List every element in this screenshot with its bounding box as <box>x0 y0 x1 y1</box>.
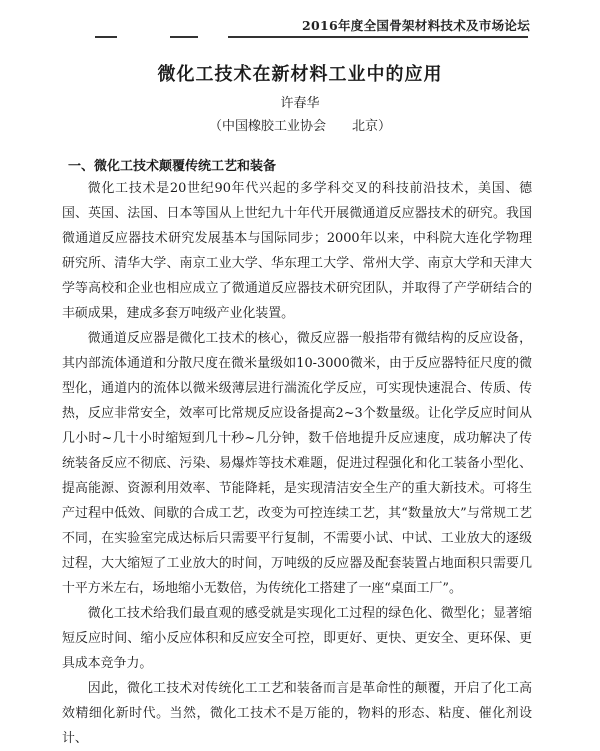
running-header: 2016年度全国骨架材料技术及市场论坛 <box>302 18 530 33</box>
section-heading: 一、微化工技术颠覆传统工艺和装备 <box>68 159 277 174</box>
paragraph-4: 因此，微化工技术对传统化工工艺和装备而言是革命性的颠覆，开启了化工高效精细化新时代。当然，微化工技术不是万能的，物料的形态、粘度、催化剂设计、 <box>62 681 532 746</box>
paragraph-3: 微化工技术给我们最直观的感受就是实现化工过程的绿色化、微型化；显著缩短反应时间、缩小反应体积和反应安全可控，即更好、更快、更安全、更环保、更具成本竞争力。 <box>62 606 532 671</box>
header-rule-left <box>95 36 117 38</box>
body-text <box>62 176 532 751</box>
header-rule-main <box>228 36 528 38</box>
article-affiliation: （中国橡胶工业协会 北京） <box>208 119 391 134</box>
header-rule-mid <box>170 36 198 38</box>
paragraph-2: 微通道反应器是微化工技术的核心，微反应器一般指带有微结构的反应设备，其内部流体通道和分散尺度在微米量级如10-3000微米，由于反应器特征尺度的微型化，通道内的流体以微米级薄层进行湍流化学反应，可实现快速混合、传质、传热，反应非常安全，效率可比常规反应设备提高2~3个数量级。让化学反应时间从几小时~几十小时缩短到几十秒~几分钟，数千倍地提升反应速度，成功解决了传统装备反应不彻底、污染、易爆炸等技术难题，促进过程强化和化工装备小型化、提高能源、资源利用效率、节能降耗，是实现清洁安全生产的重大新技术。可将生产过程中低效、间歇的合成工艺，改变为可控连续工艺，其“数量放大”与常规工艺不同，在实验室完成达标后只需要平行复制，不需要小试、中试、工业放大的逐级过程，大大缩短了工业放大的时间，万吨级的反应器及配套装置占地面积只需要几十平方米左右，场地缩小无数倍，为传统化工搭建了一座“桌面工厂”。 <box>62 331 532 596</box>
paragraph-1: 微化工技术是20世纪90年代兴起的多学科交叉的科技前沿技术，美国、德国、英国、法国、日本等国从上世纪九十年代开展微通道反应器技术的研究。我国微通道反应器技术研究发展基本与国际同步；2000年以来，中科院大连化学物理研究所、清华大学、南京工业大学、华东理工大学、常州大学、南京大学和天津大学等高校和企业也相应成立了微通道反应器技术研究团队，并取得了产学研结合的丰硕成果，建成多套万吨级产业化装置。 <box>62 181 532 321</box>
article-title: 微化工技术在新材料工业中的应用 <box>157 64 443 85</box>
article-author: 许春华 <box>280 96 320 111</box>
